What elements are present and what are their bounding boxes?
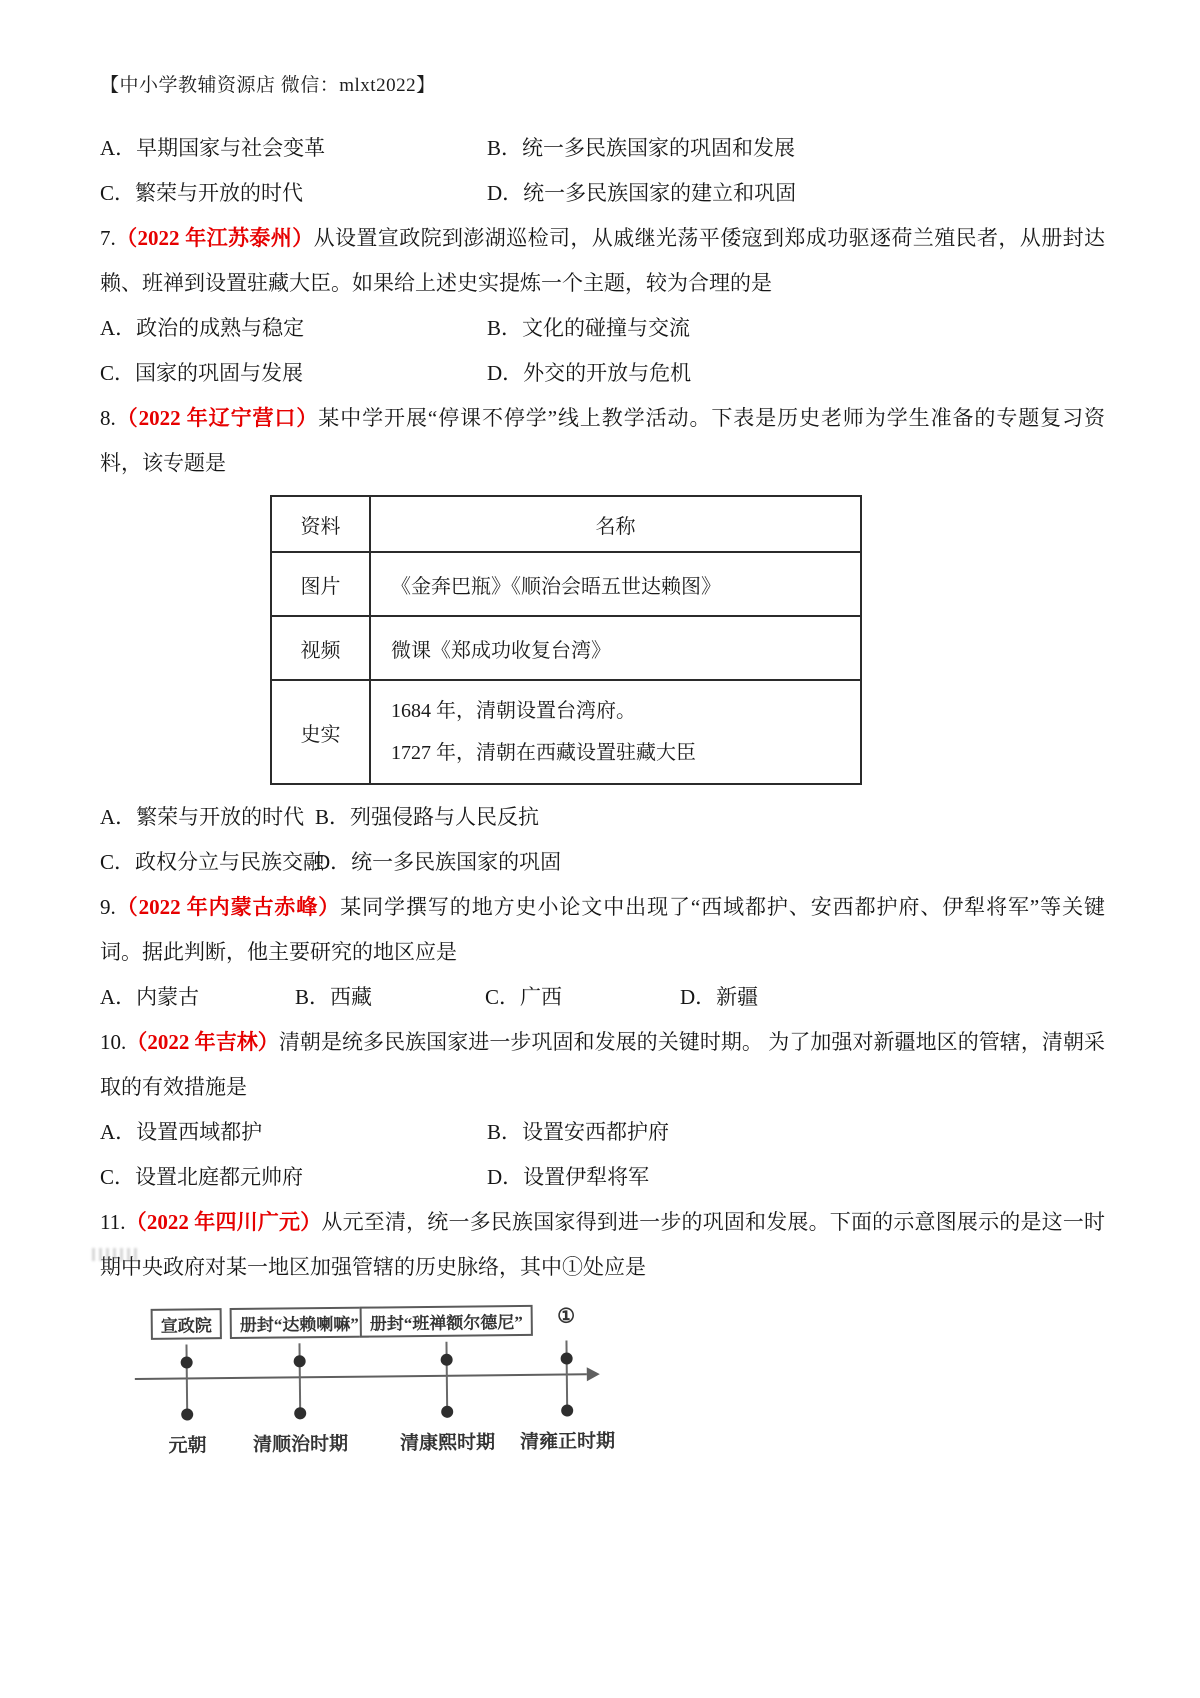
q9-option-c: C．广西	[485, 985, 563, 1009]
q10-source: （2022 年吉林）	[126, 1030, 279, 1054]
table-cell-name	[370, 680, 861, 784]
q8-option-b: B．列强侵路与人民反抗	[315, 805, 540, 829]
page-content	[100, 126, 1105, 1482]
q9-question-text	[100, 885, 1105, 975]
q10-option-a: A．设置西域都护	[100, 1120, 263, 1144]
q11-timeline-diagram	[134, 1301, 716, 1485]
table-header-cell-name: 名称	[370, 496, 861, 552]
q9-option-d: D．新疆	[680, 985, 759, 1009]
table-header-row	[271, 496, 861, 552]
q6-option-b: B．统一多民族国家的巩固和发展	[487, 136, 796, 160]
q8-options-row-2	[100, 840, 1105, 885]
arrow-right-icon	[587, 1367, 600, 1381]
timeline-axis	[135, 1373, 587, 1380]
timeline-dot	[441, 1406, 453, 1418]
q7-option-b: B．文化的碰撞与交流	[487, 316, 691, 340]
q10-stem: 清朝是统多民族国家进一步巩固和发展的关键时期。 为了加强对新疆地区的管辖，清朝采取的有效措施是	[100, 1030, 1105, 1099]
q7-option-c: C．国家的巩固与发展	[100, 361, 304, 385]
q10-option-d: D．设置伊犁将军	[487, 1165, 650, 1189]
q6-options-row-2	[100, 171, 1105, 216]
q8-source: （2022 年辽宁营口）	[115, 406, 319, 430]
q8-number: 8.	[100, 406, 116, 430]
q8-option-c: C．政权分立与民族交融	[100, 850, 325, 874]
q10-option-b: B．设置安西都护府	[487, 1120, 670, 1144]
timeline-box-panchen: 册封“班禅额尔德尼”	[360, 1305, 533, 1338]
table-cell-type: 图片	[271, 552, 370, 616]
q7-option-d: D．外交的开放与危机	[487, 361, 692, 385]
q7-number: 7.	[100, 226, 116, 250]
table-cell-name: 《金奔巴瓶》《顺治会晤五世达赖图》	[370, 552, 861, 616]
q9-number: 9.	[100, 895, 116, 919]
q7-option-a: A．政治的成熟与稳定	[100, 316, 305, 340]
q8-option-d: D．统一多民族国家的巩固	[315, 850, 562, 874]
q9-stem: 某同学撰写的地方史小论文中出现了“西域都护、安西都护府、伊犁将军”等关键词。据此判断，他主要研究的地区应是	[100, 895, 1106, 964]
table-row	[271, 552, 861, 616]
q7-source: （2022 年江苏泰州）	[115, 226, 314, 250]
timeline-box-blank-circle-1: ①	[549, 1302, 583, 1329]
q10-question-text	[100, 1020, 1105, 1110]
q6-options-row-1	[100, 126, 1105, 171]
q6-option-c: C．繁荣与开放的时代	[100, 181, 304, 205]
table-row	[271, 616, 861, 680]
timeline-dot	[561, 1404, 573, 1416]
timeline-dot	[294, 1407, 306, 1419]
period-label-shunzhi: 清顺治时期	[252, 1433, 349, 1456]
q9-option-a: A．内蒙古	[100, 985, 200, 1009]
table-cell-type: 史实	[271, 680, 370, 784]
table-cell-name: 微课《郑成功收复台湾》	[370, 616, 861, 680]
period-label-yuan: 元朝	[168, 1435, 207, 1457]
timeline-dot	[181, 1408, 193, 1420]
q11-source: （2022 年四川广元）	[125, 1210, 322, 1234]
table-cell-type: 视频	[271, 616, 370, 680]
timeline-dot	[561, 1352, 573, 1364]
q11-stem: 从元至清，统一多民族国家得到进一步的巩固和发展。下面的示意图展示的是这一时期中央政府对某一地区加强管辖的历史脉络，其中①处应是	[100, 1210, 1105, 1279]
timeline-box-dalai: 册封“达赖喇嘛”	[230, 1307, 369, 1339]
q11-question-text	[100, 1200, 1105, 1290]
q7-options-row-2	[100, 351, 1105, 396]
q8-stem: 某中学开展“停课不停学”线上教学活动。下表是历史老师为学生准备的专题复习资料，该专题是	[100, 406, 1106, 475]
q11-number: 11.	[100, 1210, 126, 1234]
q10-options-row-1	[100, 1110, 1105, 1155]
scan-artifact-smudge	[92, 1248, 140, 1261]
q7-options-row-1	[100, 306, 1105, 351]
q9-source: （2022 年内蒙古赤峰）	[115, 895, 341, 919]
fact-line-1: 1684 年，清朝设置台湾府。	[391, 700, 636, 722]
q10-options-row-2	[100, 1155, 1105, 1200]
period-label-kangxi: 清康熙时期	[399, 1432, 496, 1455]
q6-option-d: D．统一多民族国家的建立和巩固	[487, 181, 797, 205]
table-header-cell-type: 资料	[271, 496, 370, 552]
q8-options-row-1	[100, 795, 1105, 840]
q6-option-a: A．早期国家与社会变革	[100, 136, 326, 160]
timeline-box-xuanzhengyuan: 宣政院	[151, 1308, 222, 1340]
timeline-dot	[181, 1356, 193, 1368]
q10-option-c: C．设置北庭都元帅府	[100, 1165, 304, 1189]
q8-option-a: A．繁荣与开放的时代	[100, 805, 305, 829]
period-label-yongzheng: 清雍正时期	[519, 1431, 616, 1454]
page-header: 【中小学教辅资源店 微信：mlxt2022】	[100, 75, 436, 96]
fact-line-2: 1727 年，清朝在西藏设置驻藏大臣	[391, 742, 696, 764]
timeline-dot	[441, 1354, 453, 1366]
q9-option-b: B．西藏	[295, 985, 373, 1009]
q8-review-table	[270, 495, 862, 785]
q7-question-text	[100, 216, 1105, 306]
q7-stem: 从设置宣政院到澎湖巡检司，从戚继光荡平倭寇到郑成功驱逐荷兰殖民者，从册封达赖、班禅到设置驻藏大臣。如果给上述史实提炼一个主题，较为合理的是	[100, 226, 1106, 295]
timeline-dot	[294, 1355, 306, 1367]
q10-number: 10.	[100, 1030, 127, 1054]
table-row	[271, 680, 861, 784]
q8-question-text	[100, 396, 1105, 486]
q9-options-row	[100, 975, 1105, 1020]
